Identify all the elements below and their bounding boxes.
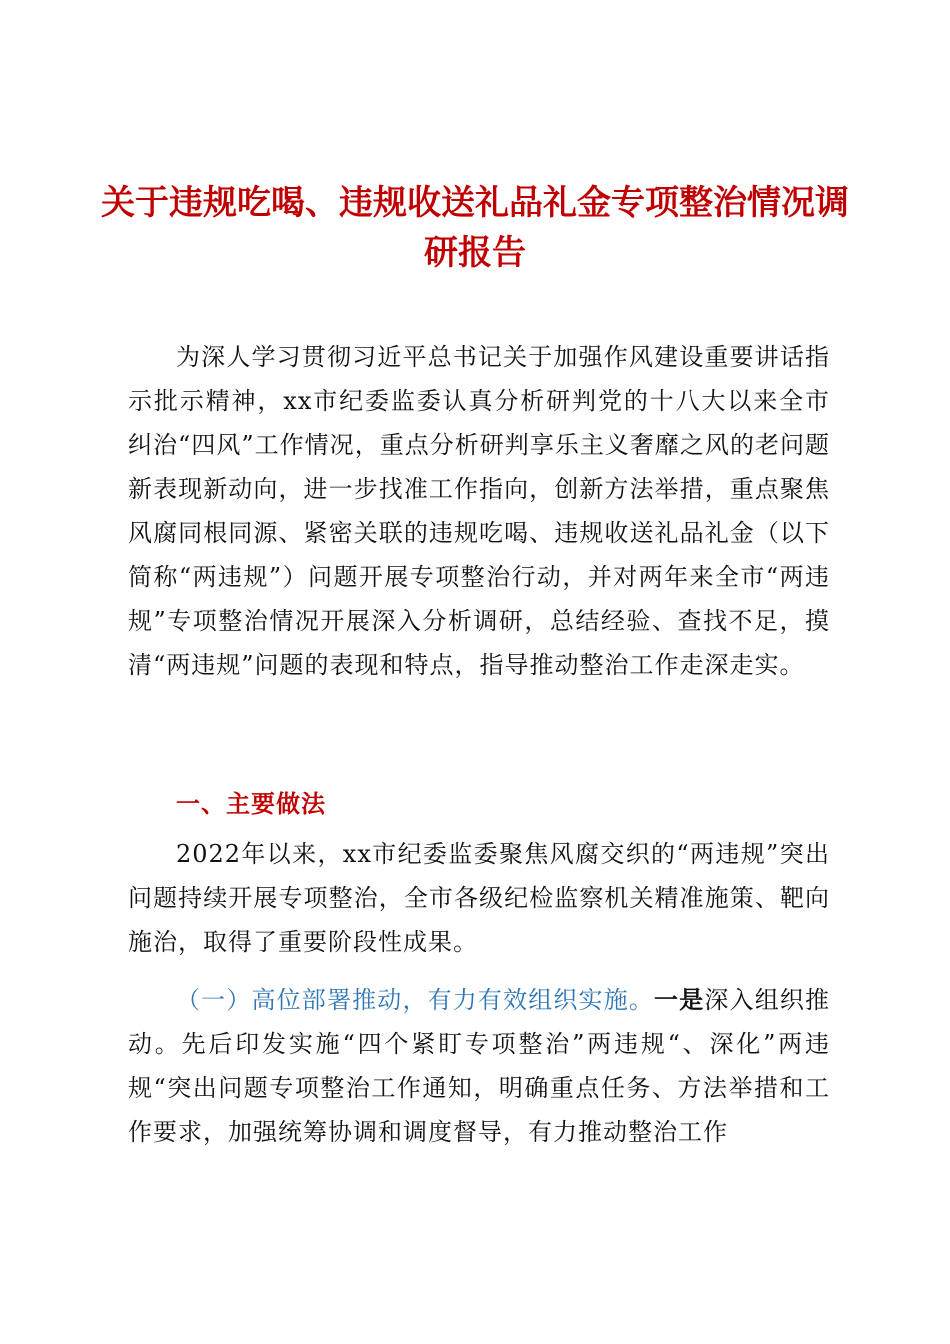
- subsection-lead-word: 一是: [654, 986, 705, 1014]
- section-heading-main-practices: 一、主要做法: [176, 790, 326, 818]
- intro-paragraph: 为深人学习贯彻习近平总书记关于加强作风建设重要讲话指示批示精神，xx市纪委监委认真分析研判党的十八大以来全市纠治“四风”工作情况，重点分析研判享乐主义奢靡之风的老问题新表现新动向，进一步找准工作指向，创新方法举措，重点聚焦风腐同根同源、紧密关联的违规吃喝、违规收送礼品礼金（以下简称“两违规”）问题开展专项整治行动，并对两年来全市“两违规”专项整治情况开展深入分析调研，总结经验、查找不足，摸清“两违规”问题的表现和特点，指导推动整治工作走深走实。: [128, 343, 830, 679]
- subsection-1-paragraph: [128, 978, 830, 1154]
- subsection-body-text: 深入组织推动。先后印发实施“四个紧盯专项整治”两违规“、深化”两违规“突出问题专项整治工作通知，明确重点任务、方法举措和工作要求，加强统筹协调和调度督导，有力推动整治工作: [128, 986, 831, 1146]
- section-1-paragraph: 2022年以来，xx市纪委监委聚焦风腐交织的“两违规”突出问题持续开展专项整治，全市各级纪检监察机关精准施策、靶向施治，取得了重要阶段性成果。: [128, 840, 830, 956]
- document-title: 关于违规吃喝、违规收送礼品礼金专项整治情况调研报告: [101, 183, 849, 273]
- subsection-heading: （一）高位部署推动，有力有效组织实施。: [176, 986, 655, 1014]
